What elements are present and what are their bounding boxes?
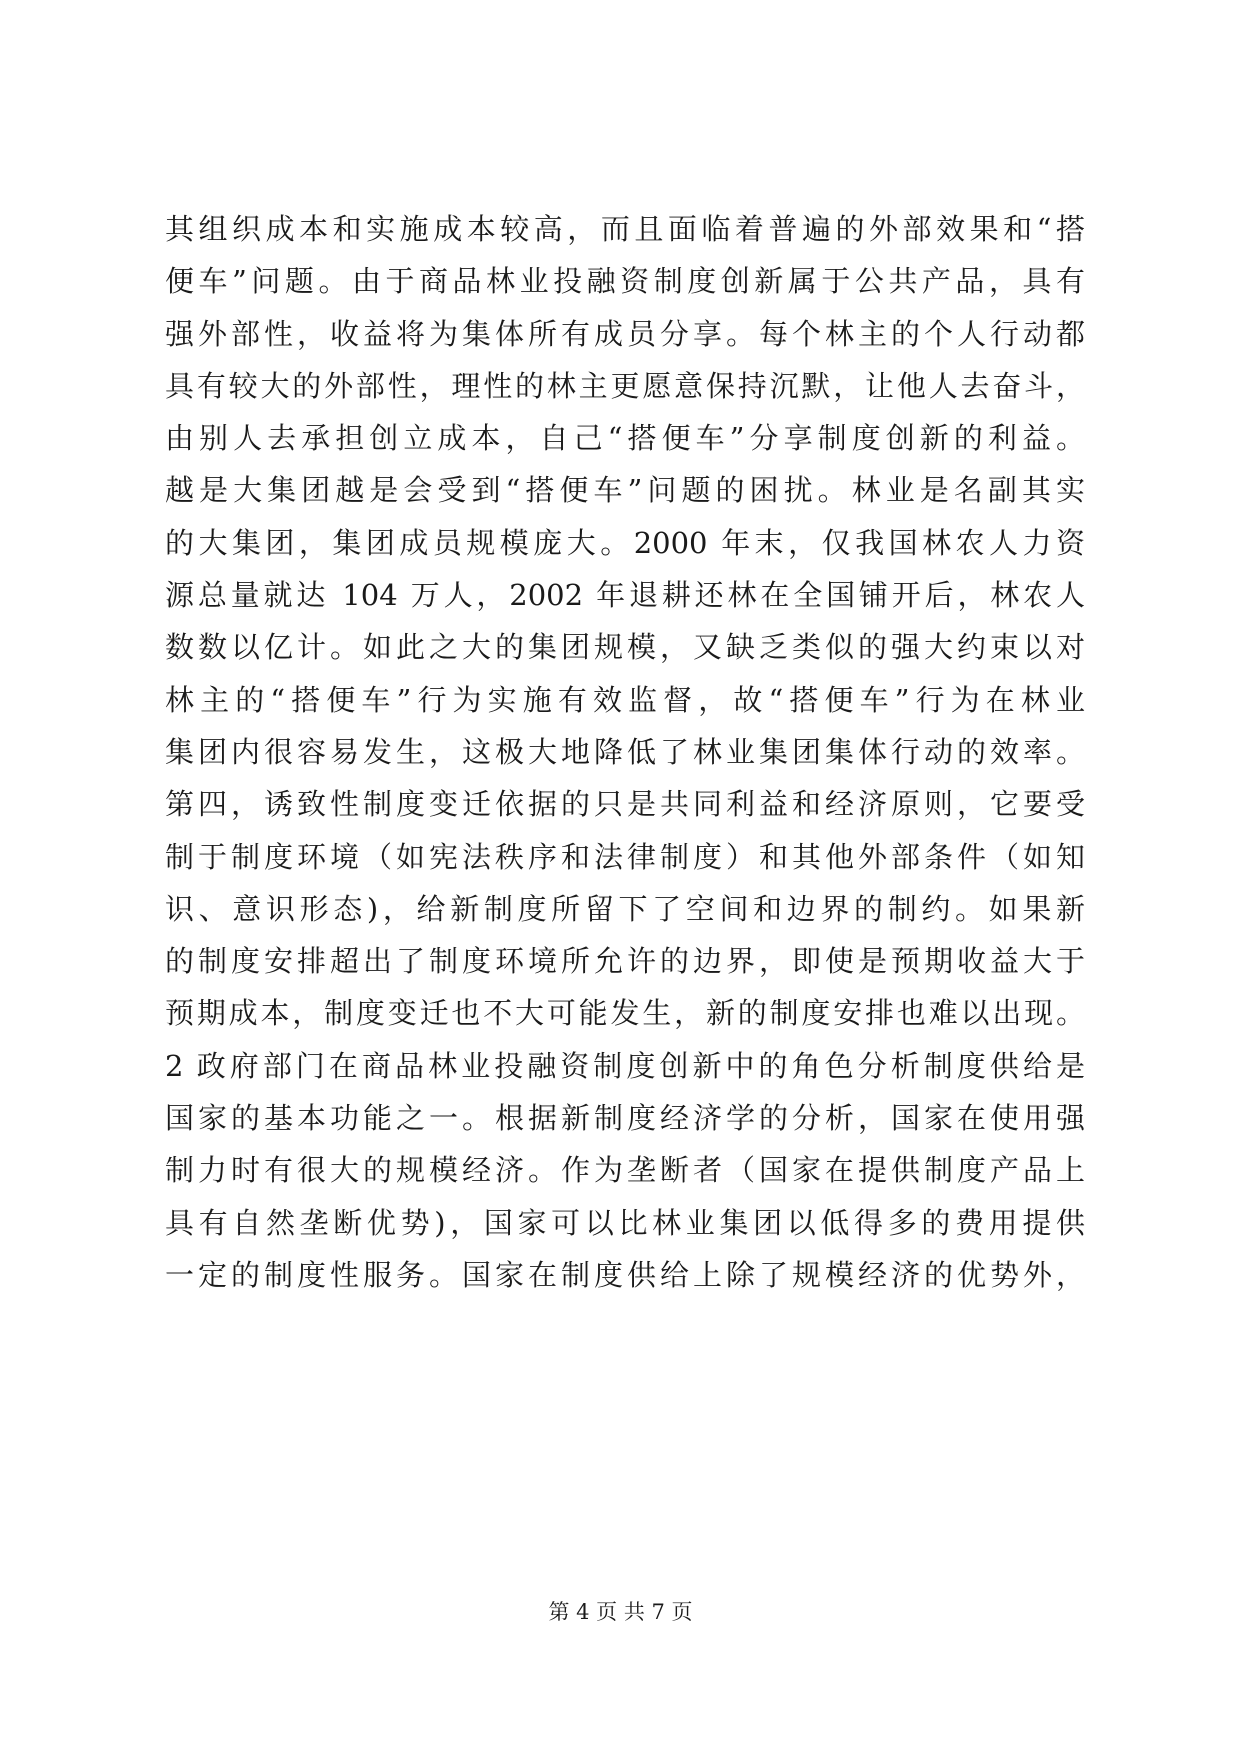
text-line: 2 政府部门在商品林业投融资制度创新中的角色分析制度供给是 [165,1048,1085,1083]
text-line: 源总量就达 104 万人，2002 年退耕还林在全国铺开后，林农人 [165,578,1085,613]
text-line: 国家的基本功能之一。根据新制度经济学的分析，国家在使用强 [165,1101,1085,1136]
body-text [165,203,1085,1301]
text-line: 的制度安排超出了制度环境所允许的边界，即使是预期收益大于 [165,944,1085,979]
text-line: 制力时有很大的规模经济。作为垄断者（国家在提供制度产品上 [165,1153,1085,1188]
text-line: 具有较大的外部性，理性的林主更愿意保持沉默，让他人去奋斗， [165,368,1085,403]
text-line: 的大集团，集团成员规模庞大。2000 年末，仅我国林农人力资 [165,525,1085,560]
page-number-footer: 第 4 页 共 7 页 [548,1600,693,1624]
text-line: 便车”问题。由于商品林业投融资制度创新属于公共产品，具有 [165,264,1085,299]
text-line: 集团内很容易发生，这极大地降低了林业集团集体行动的效率。 [165,734,1085,769]
text-line: 其组织成本和实施成本较高，而且面临着普遍的外部效果和“搭 [165,212,1085,246]
text-line: 具有自然垄断优势)，国家可以比林业集团以低得多的费用提供 [165,1205,1085,1240]
text-line: 数数以亿计。如此之大的集团规模，又缺乏类似的强大约束以对 [165,630,1085,665]
text-line: 由别人去承担创立成本，自己“搭便车”分享制度创新的利益。 [165,421,1085,456]
text-line: 预期成本，制度变迁也不大可能发生，新的制度安排也难以出现。 [165,996,1085,1031]
text-line: 识、意识形态)，给新制度所留下了空间和边界的制约。如果新 [165,891,1085,926]
text-line: 第四，诱致性制度变迁依据的只是共同利益和经济原则，它要受 [165,787,1085,822]
text-line: 制于制度环境（如宪法秩序和法律制度）和其他外部条件（如知 [165,839,1085,874]
text-line: 林主的“搭便车”行为实施有效监督，故“搭便车”行为在林业 [165,682,1085,717]
text-line: 一定的制度性服务。国家在制度供给上除了规模经济的优势外， [165,1257,1085,1292]
text-line: 强外部性，收益将为集体所有成员分享。每个林主的个人行动都 [165,316,1085,351]
text-line: 越是大集团越是会受到“搭便车”问题的困扰。林业是名副其实 [165,473,1085,508]
